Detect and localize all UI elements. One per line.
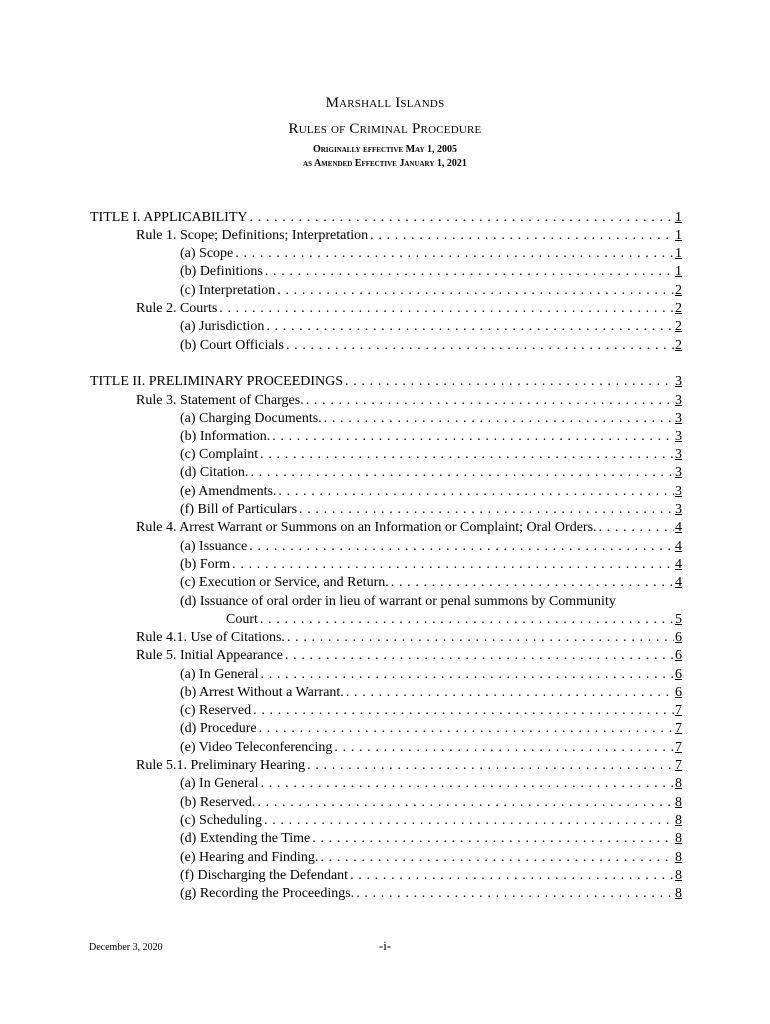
toc-entry-rule-1[interactable] <box>136 227 682 245</box>
toc-page-link[interactable]: 7 <box>675 703 682 718</box>
toc-entry-label: Rule 5. Initial Appearance <box>136 648 283 663</box>
toc-entry-label: TITLE I. APPLICABILITY <box>90 210 248 225</box>
toc-entry-label: (c) Scheduling <box>180 813 263 828</box>
toc-entry-title-2[interactable] <box>90 373 682 391</box>
toc-page-link[interactable]: 2 <box>675 283 682 298</box>
toc-entry-rule-2-a[interactable] <box>180 318 682 336</box>
toc-entry-label: (a) Charging Documents. <box>180 411 322 426</box>
footer-page-number: -i- <box>378 938 392 953</box>
toc-entry-rule-2-b[interactable] <box>180 337 682 355</box>
toc-entry-label: TITLE II. PRELIMINARY PROCEEDINGS <box>90 374 344 389</box>
toc-entry-rule-5-1-f[interactable] <box>180 867 682 885</box>
toc-page-link[interactable]: 1 <box>675 264 682 279</box>
toc-entry-rule-5-d[interactable] <box>180 720 682 738</box>
toc-page-link[interactable]: 8 <box>675 776 682 791</box>
toc-entry-rule-5-c[interactable] <box>180 702 682 720</box>
toc-page-link[interactable]: 7 <box>675 740 682 755</box>
toc-entry-label: (b) Definitions <box>180 264 263 279</box>
toc-page-link[interactable]: 8 <box>675 868 682 883</box>
toc-entry-rule-3-b[interactable] <box>180 428 682 446</box>
toc-entry-label: (c) Execution or Service, and Return. <box>180 575 389 590</box>
toc-entry-label: (b) Court Officials <box>180 338 284 353</box>
toc-entry-rule-4-d[interactable] <box>226 611 682 629</box>
toc-page-link[interactable]: 3 <box>675 465 682 480</box>
toc-entry-rule-5-1-g[interactable] <box>180 885 682 903</box>
amended-effective-date: as Amended Effective January 1, 2021 <box>303 158 467 169</box>
toc-page-link[interactable]: 5 <box>675 612 682 627</box>
toc-page-link[interactable]: 7 <box>675 758 682 773</box>
toc-page-link[interactable]: 2 <box>675 301 682 316</box>
toc-entry-rule-2[interactable] <box>136 300 682 318</box>
toc-page-link[interactable]: 3 <box>675 393 682 408</box>
toc-page-link[interactable]: 2 <box>675 319 682 334</box>
toc-entry-rule-5-1-b[interactable] <box>180 794 682 812</box>
toc-page-link[interactable]: 1 <box>675 228 682 243</box>
toc-page-link[interactable]: 3 <box>675 484 682 499</box>
toc-entry-rule-5-1-e[interactable] <box>180 849 682 867</box>
toc-entry-label: Rule 4. Arrest Warrant or Summons on an Information or Complaint; Oral Orders. <box>136 520 597 535</box>
toc-entry-label: Rule 5.1. Preliminary Hearing <box>136 758 306 773</box>
toc-entry-label: Rule 3. Statement of Charges. <box>136 393 304 408</box>
toc-entry-label: (d) Procedure <box>180 721 257 736</box>
toc-page-link[interactable]: 6 <box>675 648 682 663</box>
toc-page-link[interactable]: 4 <box>675 575 682 590</box>
toc-entry-label: (e) Hearing and Finding. <box>180 850 319 865</box>
toc-entry-label: (d) Citation. <box>180 465 249 480</box>
toc-entry-rule-4-1[interactable] <box>136 629 682 647</box>
toc-page-link[interactable]: 2 <box>675 338 682 353</box>
toc-entry-rule-5-a[interactable] <box>180 666 682 684</box>
toc-entry-rule-3-c[interactable] <box>180 446 682 464</box>
toc-entry-rule-3[interactable] <box>136 392 682 410</box>
toc-entry-rule-3-a[interactable] <box>180 410 682 428</box>
toc-entry-rule-5-1-d[interactable] <box>180 830 682 848</box>
toc-entry-rule-4-d-line1: (d) Issuance of oral order in lieu of warrant or penal summons by Community <box>180 594 616 609</box>
toc-page-link[interactable]: 4 <box>675 520 682 535</box>
toc-page-link[interactable]: 1 <box>675 210 682 225</box>
toc-entry-rule-5-1[interactable] <box>136 757 682 775</box>
toc-entry-rule-3-e[interactable] <box>180 483 682 501</box>
toc-page-link[interactable]: 8 <box>675 886 682 901</box>
toc-entry-rule-1-a[interactable] <box>180 245 682 263</box>
toc-entry-label: (a) Scope <box>180 246 234 261</box>
toc-page-link[interactable]: 6 <box>675 667 682 682</box>
toc-entry-label: (a) In General <box>180 776 259 791</box>
toc-entry-label: (b) Form <box>180 557 231 572</box>
toc-page-link[interactable]: 8 <box>675 795 682 810</box>
toc-entry-rule-3-f[interactable] <box>180 501 682 519</box>
toc-entry-label: Rule 2. Courts <box>136 301 218 316</box>
toc-entry-label: (f) Bill of Particulars <box>180 502 298 517</box>
toc-entry-label: (b) Reserved. <box>180 795 256 810</box>
original-effective-date: Originally effective May 1, 2005 <box>312 144 458 155</box>
toc-entry-label: Rule 4.1. Use of Citations. <box>136 630 285 645</box>
toc-page-link[interactable]: 4 <box>675 539 682 554</box>
toc-entry-label: (e) Amendments. <box>180 484 277 499</box>
toc-entry-rule-4-a[interactable] <box>180 538 682 556</box>
toc-entry-label: (b) Arrest Without a Warrant. <box>180 685 344 700</box>
document-subtitle: Rules of Criminal Procedure <box>288 121 482 137</box>
toc-entry-label: (a) Issuance <box>180 539 248 554</box>
toc-entry-label: (f) Discharging the Defendant <box>180 868 349 883</box>
toc-page-link[interactable]: 3 <box>675 429 682 444</box>
toc-entry-label: (c) Complaint <box>180 447 259 462</box>
toc-entry-label: (g) Recording the Proceedings. <box>180 886 355 901</box>
toc-page-link[interactable]: 3 <box>675 447 682 462</box>
toc-entry-label: (e) Video Teleconferencing <box>180 740 333 755</box>
toc-entry-label: (c) Reserved <box>180 703 252 718</box>
toc-entry-rule-5-1-c[interactable] <box>180 812 682 830</box>
toc-page-link[interactable]: 8 <box>675 831 682 846</box>
toc-entry-rule-4[interactable] <box>136 519 682 537</box>
toc-page-link[interactable]: 3 <box>675 502 682 517</box>
toc-page-link[interactable]: 1 <box>675 246 682 261</box>
toc-entry-rule-3-d[interactable] <box>180 464 682 482</box>
toc-page-link[interactable]: 6 <box>675 685 682 700</box>
toc-entry-rule-5-1-a[interactable] <box>180 775 682 793</box>
toc-entry-label: (a) Jurisdiction <box>180 319 265 334</box>
toc-entry-title-1[interactable] <box>90 209 682 227</box>
toc-page-link[interactable]: 6 <box>675 630 682 645</box>
toc-entry-label: (b) Information. <box>180 429 271 444</box>
toc-entry-label: (d) Extending the Time <box>180 831 311 846</box>
toc-entry-rule-1-c[interactable] <box>180 282 682 300</box>
toc-entry-rule-4-b[interactable] <box>180 556 682 574</box>
toc-entry-rule-5[interactable] <box>136 647 682 665</box>
toc-page-link[interactable]: 3 <box>675 411 682 426</box>
toc-page-link[interactable]: 7 <box>675 721 682 736</box>
toc-entry-label: (a) In General <box>180 667 259 682</box>
toc-page-link[interactable]: 8 <box>675 813 682 828</box>
toc-entry-label: Court <box>226 612 258 627</box>
toc-entry-rule-1-b[interactable] <box>180 263 682 281</box>
toc-entry-rule-4-c[interactable] <box>180 574 682 592</box>
toc-page-link[interactable]: 8 <box>675 850 682 865</box>
toc-entry-rule-5-b[interactable] <box>180 684 682 702</box>
toc-page-link[interactable]: 4 <box>675 557 682 572</box>
document-title: Marshall Islands <box>325 95 445 111</box>
toc-entry-rule-5-e[interactable] <box>180 739 682 757</box>
toc-entry-label: (c) Interpretation <box>180 283 276 298</box>
toc-page-link[interactable]: 3 <box>675 374 682 389</box>
toc-entry-label: Rule 1. Scope; Definitions; Interpretation <box>136 228 369 243</box>
footer-date: December 3, 2020 <box>89 942 163 953</box>
